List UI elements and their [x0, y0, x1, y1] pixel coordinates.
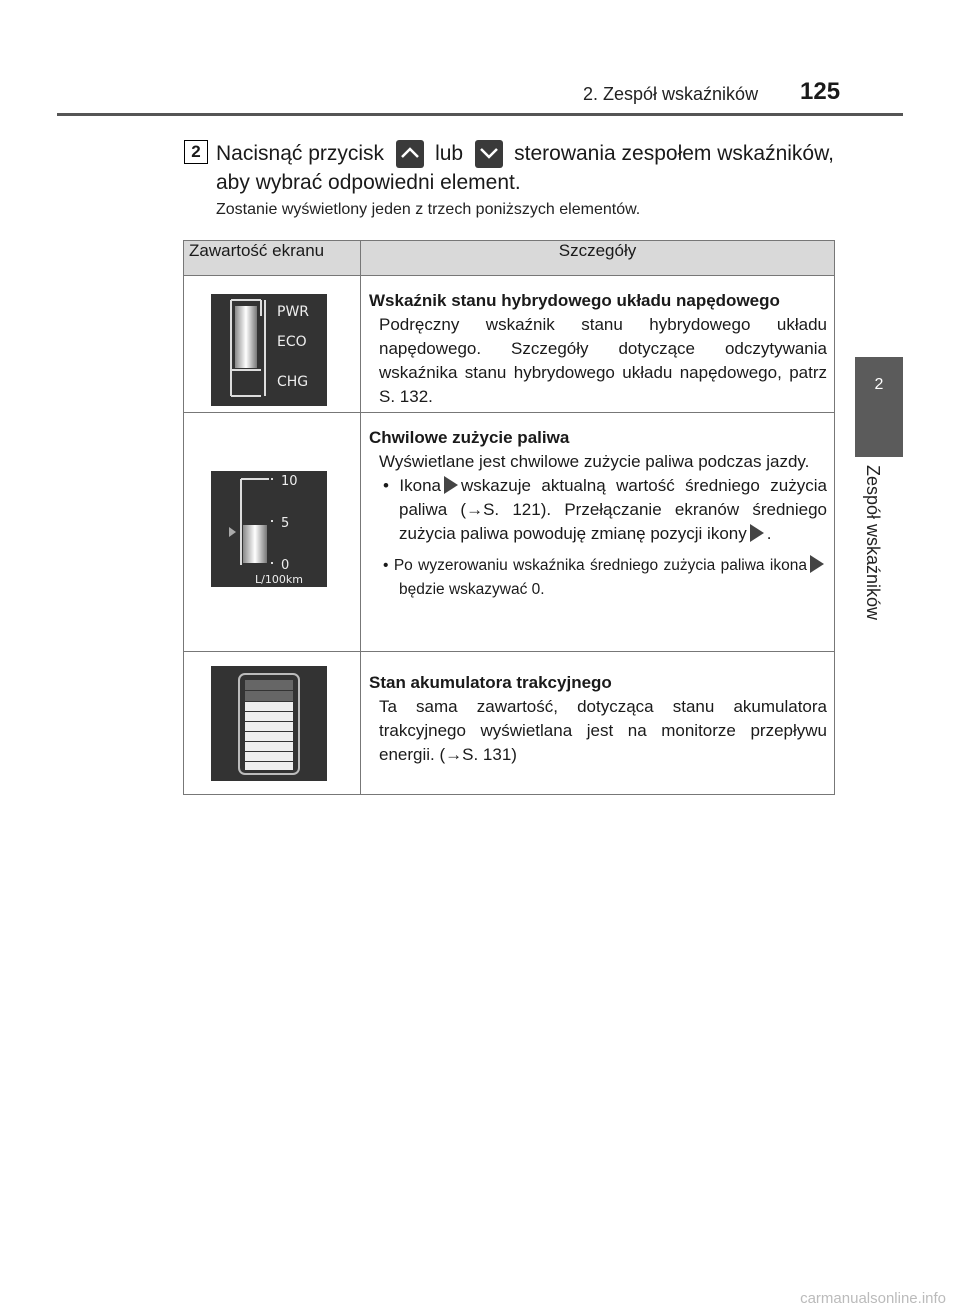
display-image-cell — [184, 413, 361, 652]
chapter-number: 2 — [874, 376, 884, 393]
display-label-pwr: PWR — [277, 304, 310, 320]
display-image-cell — [184, 276, 361, 413]
step-text-after: sterowania zespołem wskaźników, — [514, 142, 834, 165]
bullet-text: • Po wyzerowaniu wskaźnika średniego zużycia paliwa ikona — [383, 557, 807, 574]
page-number: 125 — [800, 78, 841, 105]
table-row — [184, 276, 835, 413]
step-text-before: Nacisnąć przycisk — [216, 142, 385, 165]
chevron-up-icon — [396, 140, 424, 168]
scale-label-5: 5 — [281, 516, 290, 531]
table-row — [184, 413, 835, 652]
chapter-label: Zespół wskaźników — [863, 465, 883, 621]
step-instruction — [216, 139, 834, 169]
hybrid-indicator-image — [211, 294, 327, 406]
table-row — [184, 652, 835, 795]
display-label-chg: CHG — [277, 374, 309, 390]
scale-label-10: 10 — [281, 474, 298, 489]
header-divider — [57, 113, 903, 116]
chapter-tab — [855, 357, 903, 457]
bullet-text: . — [766, 524, 772, 543]
row-title: Wskaźnik stanu hybrydowego układu napędowego — [369, 291, 780, 310]
bullet-item — [369, 554, 827, 602]
row-body: Podręczny wskaźnik stanu hybrydowego układu napędowego. Szczegóły dotyczące odczytywania wskaźnika stanu hybrydowego układu napędowego, patrz S. 132. — [379, 315, 827, 406]
display-label-eco: ECO — [277, 334, 307, 350]
header-section-title: 2. Zespół wskaźników — [583, 84, 759, 104]
unit-label: L/100km — [255, 573, 303, 586]
table-header-display: Zawartość ekranu — [184, 241, 361, 276]
row-title: Stan akumulatora trakcyjnego — [369, 673, 612, 692]
scale-label-0: 0 — [281, 558, 290, 573]
row-body: Ta sama zawartość, dotycząca stanu akumulatora trakcyjnego wyświetlana jest na monitorze przepływu energii. (→S. 131) — [379, 697, 827, 764]
chevron-down-icon — [475, 140, 503, 168]
display-contents-table — [183, 240, 835, 795]
bullet-item — [369, 474, 827, 546]
details-cell — [361, 413, 835, 652]
table-header-row — [184, 241, 835, 276]
step-instruction-line2: aby wybrać odpowiedni element. — [216, 171, 521, 194]
table-header-details: Szczegóły — [361, 241, 835, 276]
display-image-cell — [184, 652, 361, 795]
step-text-mid: lub — [435, 142, 464, 165]
triangle-right-icon — [810, 555, 824, 573]
step-note: Zostanie wyświetlony jeden z trzech poniższych elementów. — [216, 201, 641, 218]
watermark: carmanualsonline.info — [800, 1290, 946, 1307]
traction-battery-image — [211, 666, 327, 781]
bullet-text: • Ikona — [383, 476, 442, 495]
fuel-consumption-image — [211, 471, 327, 587]
bullet-text: wskazuje aktualną wartość średniego zużycia paliwa (→S. 121). Przełączanie ekranów średniego zużycia paliwa powoduję zmianę pozycji ikony — [399, 476, 827, 543]
triangle-right-icon — [444, 476, 458, 494]
details-cell — [361, 276, 835, 413]
bullet-text: będzie wskazywać 0. — [399, 581, 545, 598]
step-number: 2 — [184, 140, 208, 164]
triangle-right-icon — [750, 524, 764, 542]
details-cell — [361, 652, 835, 795]
row-title: Chwilowe zużycie paliwa — [369, 428, 570, 447]
row-body: Wyświetlane jest chwilowe zużycie paliwa podczas jazdy. — [379, 452, 810, 471]
